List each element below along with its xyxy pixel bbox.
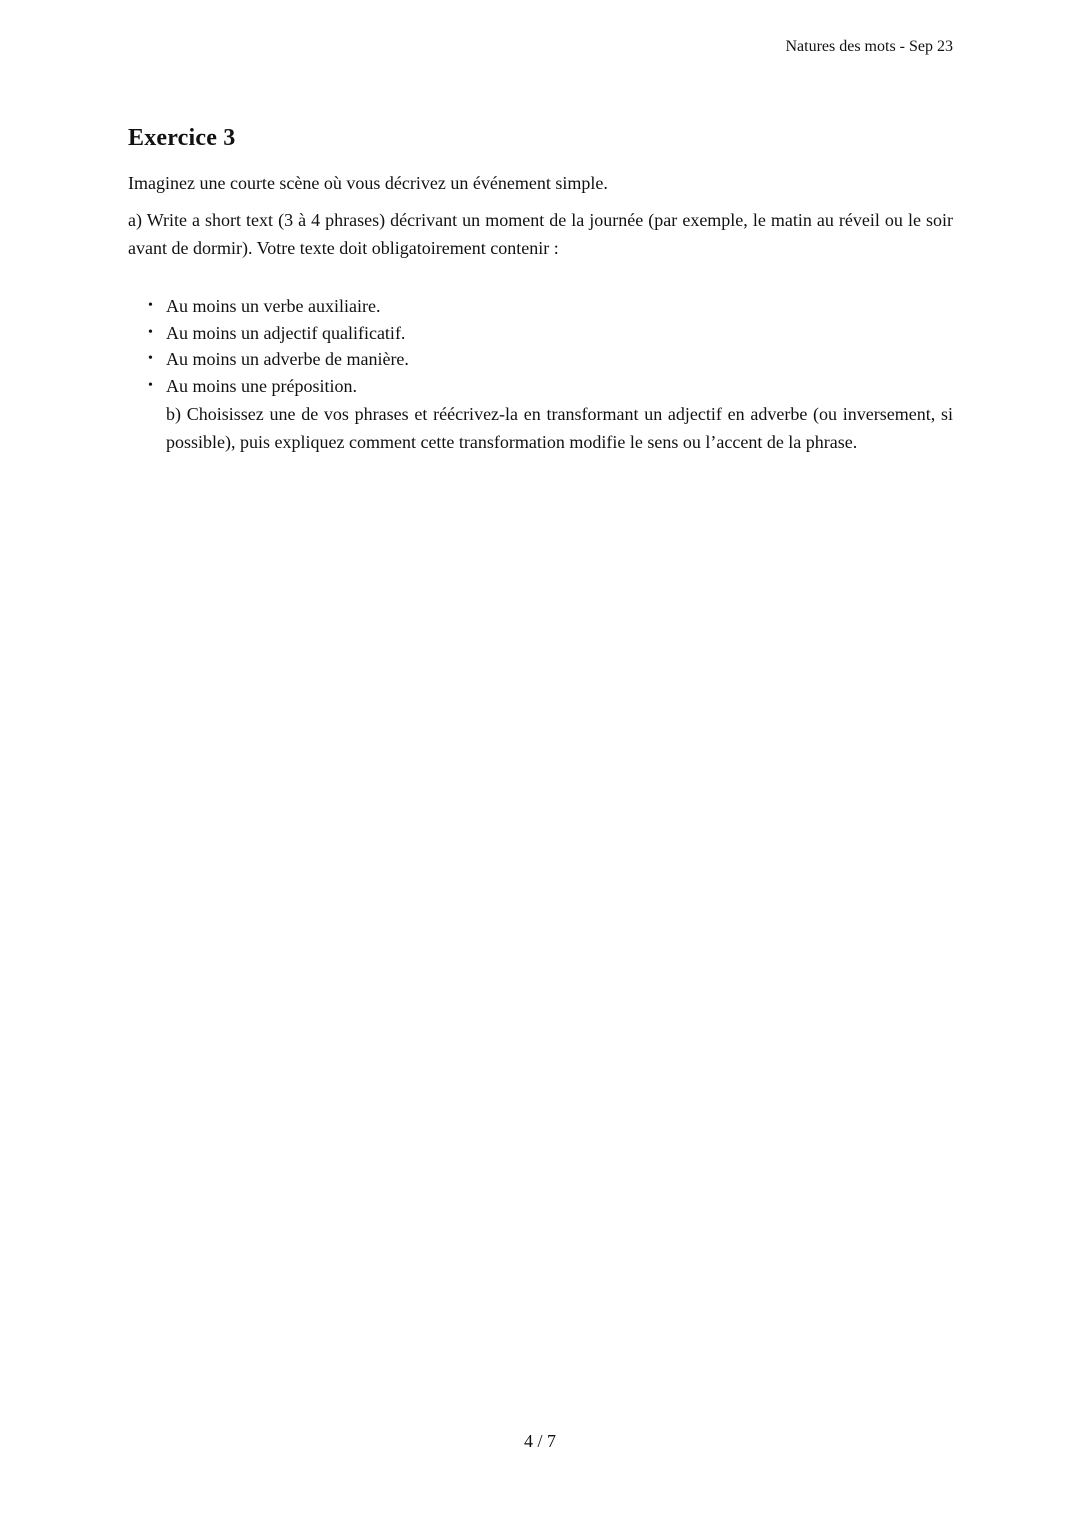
list-item [128, 320, 953, 347]
requirements-list [128, 293, 953, 399]
list-item-text: Au moins un adverbe de manière. [166, 349, 409, 369]
list-item [128, 293, 953, 320]
part-b-paragraph: b) Choisissez une de vos phrases et réécrivez-la en transformant un adjectif en adverbe (ou inversement, si possible), puis expliquez comment cette transformation modifie le sens ou l’accent de la phrase. [166, 404, 953, 452]
bullet-icon: • [148, 351, 153, 366]
list-item [128, 346, 953, 373]
bullet-icon: • [148, 324, 153, 340]
list-item-text: Au moins un verbe auxiliaire. [166, 296, 381, 316]
list-item-text: Au moins une préposition. [166, 375, 357, 396]
exercise-heading: Exercice 3 [128, 125, 236, 151]
part-a-paragraph: a) Write a short text (3 à 4 phrases) décrivant un moment de la journée (par exemple, le matin au réveil ou le soir avant de dormir). Votre texte doit obligatoirement contenir : [128, 210, 953, 258]
page-number: 4 / 7 [523, 1431, 556, 1451]
bullet-icon: • [148, 377, 153, 393]
list-item-text: Au moins un adjectif qualificatif. [166, 322, 406, 343]
intro-paragraph: Imaginez une courte scène où vous décrivez un événement simple. [128, 173, 608, 193]
list-item [128, 373, 953, 400]
running-header: Natures des mots - Sep 23 [785, 38, 953, 55]
bullet-icon: • [148, 298, 153, 313]
